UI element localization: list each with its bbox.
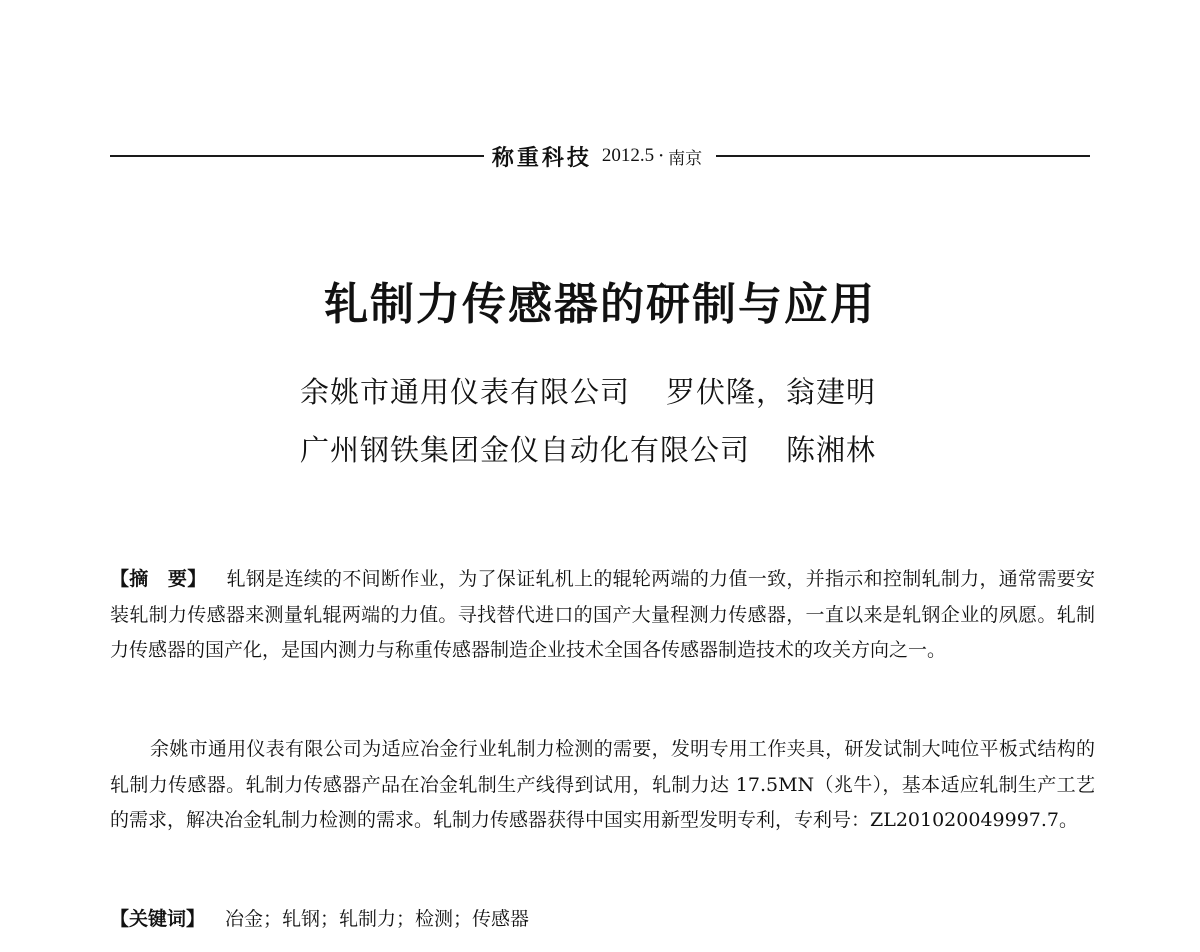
conference-city: 南京	[668, 148, 703, 169]
header-separator: ·	[658, 145, 665, 167]
abstract-label: 【摘 要】	[110, 568, 207, 590]
affiliation-authors: 陈湘林	[786, 433, 877, 467]
abstract-paragraph-2: 余姚市通用仪表有限公司为适应冶金行业轧制力检测的需要，发明专用工作夹具，研发试制大吨位平板式结构的轧制力传感器。轧制力传感器产品在冶金轧制生产线得到试用，轧制力达 17.5MN（兆牛），基本适应轧制生产工艺的需求，解决冶金轧制力检测的需求。轧制力传感器获得中国实用新型发明专利，专利号：ZL201020049997.7。	[110, 738, 1095, 831]
abstract-text: 轧钢是连续的不间断作业，为了保证轧机上的辊轮两端的力值一致，并指示和控制轧制力，通常需要安装轧制力传感器来测量轧辊两端的力值。寻找替代进口的国产大量程测力传感器，一直以来是轧钢企业的夙愿。轧制力传感器的国产化，是国内测力与称重传感器制造企业技术全国各传感器制造技术的攻关方向之一。	[110, 568, 1095, 661]
header-rule-right	[716, 155, 1090, 157]
journal-name: 称重科技	[491, 145, 592, 171]
issue-number: 2012.5	[601, 145, 655, 166]
affiliation-authors: 罗伏隆，翁建明	[666, 375, 877, 409]
running-header	[110, 138, 1090, 174]
affiliation-line-2	[300, 428, 876, 469]
keywords	[110, 902, 1095, 938]
keywords-label: 【关键词】	[110, 908, 206, 930]
paper-title: 轧制力传感器的研制与应用	[324, 279, 876, 330]
affiliation-org: 广州钢铁集团金仪自动化有限公司	[300, 433, 751, 467]
affiliation-line-1	[300, 370, 876, 411]
header-rule-left	[110, 155, 484, 157]
keywords-text: 冶金；轧钢；轧制力；检测；传感器	[225, 908, 530, 930]
affiliation-org: 余姚市通用仪表有限公司	[300, 375, 631, 409]
abstract	[110, 562, 1095, 669]
